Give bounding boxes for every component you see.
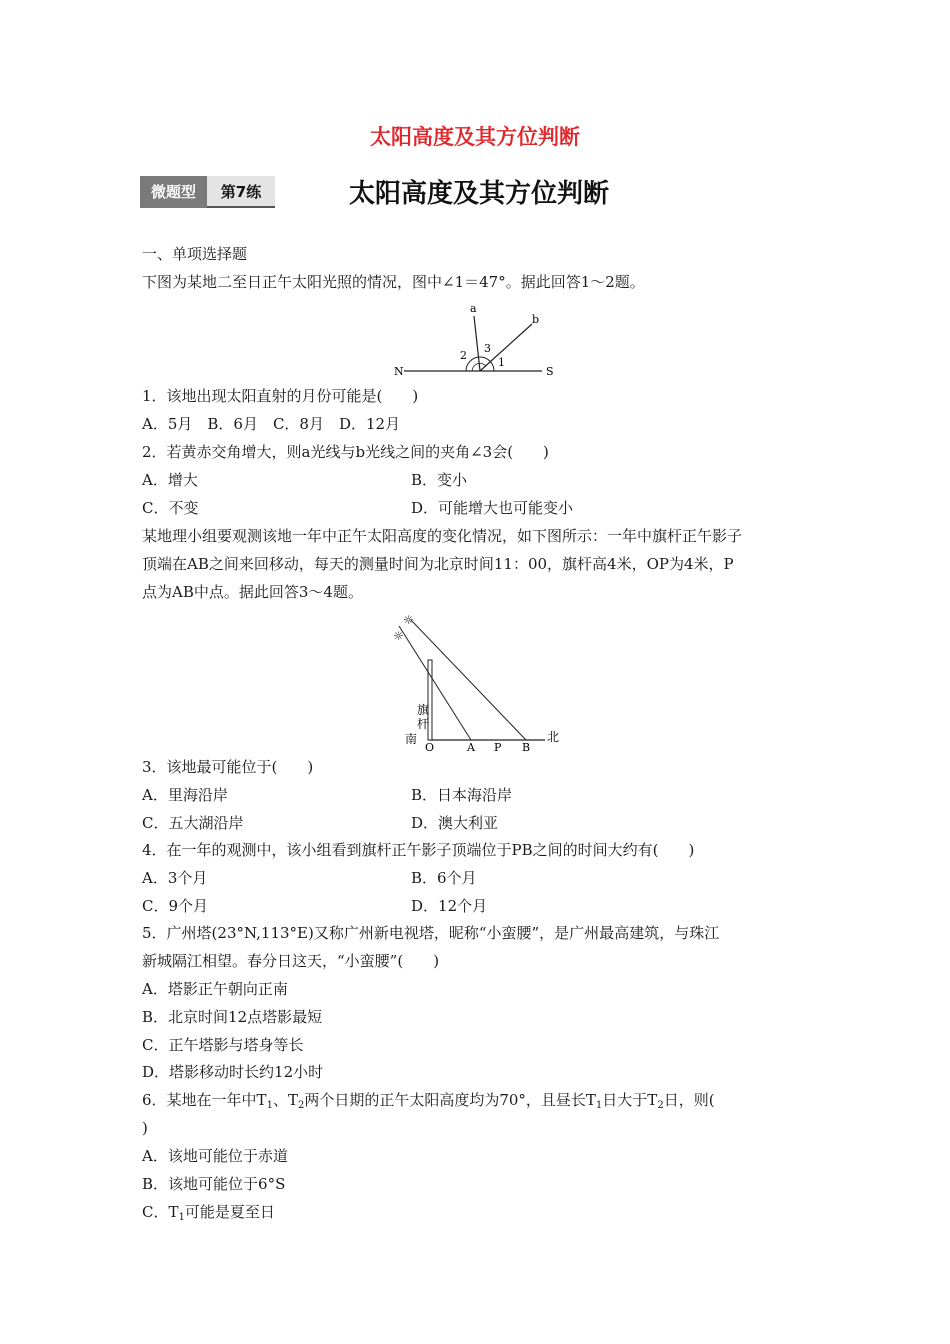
q2-option-c: C．不变 xyxy=(142,499,199,517)
sun-icon-2: ☼ xyxy=(403,613,414,627)
badge-type: 微题型 xyxy=(140,176,207,208)
label-south: S xyxy=(546,365,554,378)
q5-option-c: C．正午塔影与塔身等长 xyxy=(142,1036,304,1054)
intro-q3-4-line3: 点为AB中点。据此回答3～4题。 xyxy=(142,583,363,601)
label-b: b xyxy=(532,313,540,326)
q3-option-a: A．里海沿岸 xyxy=(142,786,228,804)
sun-angle-diagram xyxy=(390,298,560,380)
q3-stem: 3．该地最可能位于( ) xyxy=(142,758,314,776)
q4-option-d: D．12个月 xyxy=(411,897,488,915)
intro-q3-4-line2: 顶端在AB之间来回移动，每天的测量时间为北京时间11：00，旗杆高4米，OP为4米，P xyxy=(142,555,734,573)
sun-ray-to-a xyxy=(399,626,471,740)
q4-option-b: B．6个月 xyxy=(411,869,477,887)
intro-q3-4-line1: 某地理小组要观测该地一年中正午太阳高度的变化情况，如下图所示：一年中旗杆正午影子 xyxy=(142,527,743,545)
label-north: 北 xyxy=(547,730,560,744)
q2-option-a: A．增大 xyxy=(142,471,198,489)
q6-option-a: A．该地可能位于赤道 xyxy=(142,1147,288,1165)
q6-stem-line2: ) xyxy=(142,1119,148,1137)
q1-options: A．5月 B．6月 C．8月 D．12月 xyxy=(142,415,401,433)
label-a: A xyxy=(467,741,475,752)
ray-a xyxy=(474,316,480,371)
q6-option-b: B．该地可能位于6°S xyxy=(142,1175,286,1193)
q4-stem: 4．在一年的观测中，该小组看到旗杆正午影子顶端位于PB之间的时间大约有( ) xyxy=(142,841,695,859)
q6-stem-line1: 6．某地在一年中$T_1$、$T_2$两个日期的正午太阳高度均为70°，且昼长$T_1$日大于$T_2$日，则( xyxy=(142,1091,715,1111)
q6-option-c: C．$T_1$可能是夏至日 xyxy=(142,1203,275,1223)
label-angle-2: 2 xyxy=(460,349,467,362)
q5-option-a: A．塔影正午朝向正南 xyxy=(142,980,288,998)
q3-option-d: D．澳大利亚 xyxy=(411,814,499,832)
intro-q1-2: 下图为某地二至日正午太阳光照的情况，图中∠1＝47°。据此回答1～2题。 xyxy=(142,273,645,291)
q2-option-d: D．可能增大也可能变小 xyxy=(411,499,574,517)
document-title: 太阳高度及其方位判断 xyxy=(370,125,580,149)
label-b: B xyxy=(522,741,531,752)
q5-option-b: B．北京时间12点塔影最短 xyxy=(142,1008,323,1026)
q1-stem: 1．该地出现太阳直射的月份可能是( ) xyxy=(142,387,419,405)
q3-option-b: B．日本海沿岸 xyxy=(411,786,513,804)
exercise-badge xyxy=(140,176,275,208)
label-angle-1: 1 xyxy=(498,356,505,369)
q5-stem-line1: 5．广州塔(23°N,113°E)又称广州新电视塔，昵称“小蛮腰”，是广州最高建筑，与珠江 xyxy=(142,924,720,942)
q4-option-a: A．3个月 xyxy=(142,869,208,887)
label-p: P xyxy=(494,741,502,752)
q5-stem-line2: 新城隔江相望。春分日这天，“小蛮腰”( ) xyxy=(142,952,440,970)
label-pole-2: 杆 xyxy=(417,717,430,731)
label-south: 南 xyxy=(405,732,418,746)
badge-number: 第7练 xyxy=(207,176,275,208)
label-o: O xyxy=(425,741,435,752)
label-angle-3: 3 xyxy=(484,342,491,355)
label-pole-1: 旗 xyxy=(417,703,430,717)
q2-stem: 2．若黄赤交角增大，则a光线与b光线之间的夹角∠3会( ) xyxy=(142,443,549,461)
label-a: a xyxy=(470,302,477,315)
exercise-title: 太阳高度及其方位判断 xyxy=(349,179,610,209)
q5-option-d: D．塔影移动时长约12小时 xyxy=(142,1063,324,1081)
q2-option-b: B．变小 xyxy=(411,471,468,489)
label-north: N xyxy=(394,365,404,378)
flagpole-shadow-diagram xyxy=(385,610,575,752)
q3-option-c: C．五大湖沿岸 xyxy=(142,814,244,832)
sun-icon-1: ☼ xyxy=(393,629,404,643)
q4-option-c: C．9个月 xyxy=(142,897,209,915)
section-heading: 一、单项选择题 xyxy=(142,245,248,263)
